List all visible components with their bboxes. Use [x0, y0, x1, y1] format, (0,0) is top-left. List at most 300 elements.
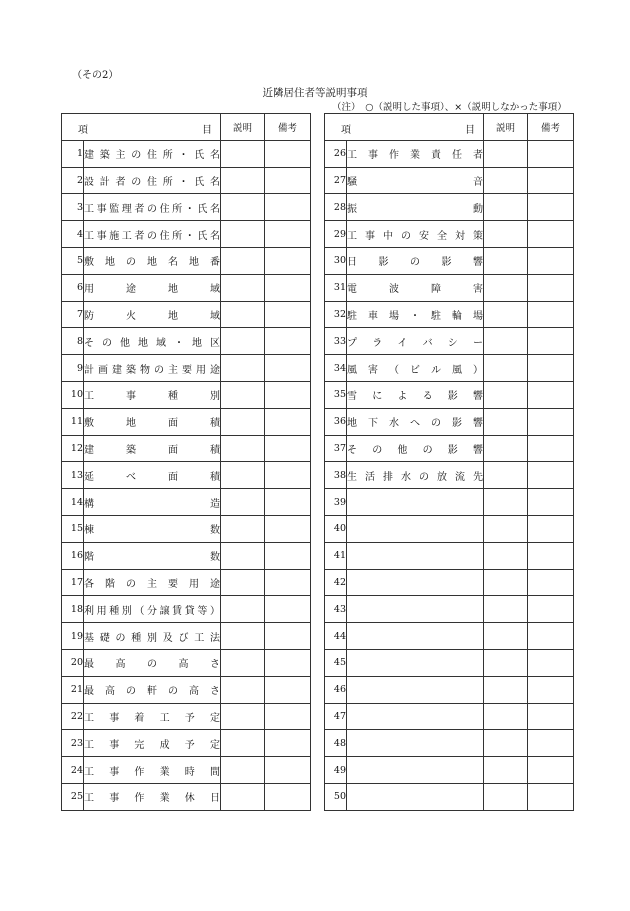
- item-number: 32: [325, 301, 347, 328]
- explained-cell[interactable]: [221, 757, 265, 784]
- remarks-cell[interactable]: [265, 355, 311, 382]
- table-row: [62, 462, 311, 489]
- explained-cell[interactable]: [484, 730, 528, 757]
- header-explained: 説明: [484, 114, 528, 141]
- remarks-cell[interactable]: [265, 462, 311, 489]
- item-name-text: 最 高 の 軒 の 高 さ: [84, 686, 220, 698]
- header-item-char1: 項: [341, 125, 351, 136]
- header-item: [325, 114, 484, 141]
- item-number: 38: [325, 462, 347, 489]
- table-row: [62, 301, 311, 328]
- item-number: 5: [62, 247, 84, 274]
- header-item: [62, 114, 221, 141]
- item-name-text: 生 活 排 水 の 放 流 先: [347, 471, 483, 483]
- explained-cell[interactable]: [484, 542, 528, 569]
- explained-cell[interactable]: [221, 649, 265, 676]
- explained-cell[interactable]: [221, 247, 265, 274]
- remarks-cell[interactable]: [528, 328, 574, 355]
- item-name: [84, 783, 221, 810]
- explained-cell[interactable]: [221, 355, 265, 382]
- table-header-row: [62, 114, 311, 141]
- item-name: [347, 435, 484, 462]
- table-row: [325, 596, 574, 623]
- explained-cell[interactable]: [484, 301, 528, 328]
- header-explained: 説明: [221, 114, 265, 141]
- item-name: [84, 408, 221, 435]
- remarks-cell[interactable]: [528, 783, 574, 810]
- item-name-text: 計 画 建 築 物 の 主 要 用 途: [84, 364, 220, 376]
- table-row: [62, 542, 311, 569]
- explained-cell[interactable]: [484, 435, 528, 462]
- item-name-text: 工 事 作 業 責 任 者: [347, 150, 483, 162]
- remarks-cell[interactable]: [528, 435, 574, 462]
- table-row: [325, 703, 574, 730]
- item-name: [347, 623, 484, 650]
- item-number: 12: [62, 435, 84, 462]
- explained-cell[interactable]: [221, 408, 265, 435]
- explained-cell[interactable]: [484, 489, 528, 516]
- item-number: 29: [325, 221, 347, 248]
- item-name: [84, 194, 221, 221]
- item-name-text: 騒 音: [347, 176, 483, 188]
- item-name: [347, 730, 484, 757]
- remarks-cell[interactable]: [265, 783, 311, 810]
- item-number: 22: [62, 703, 84, 730]
- table-row: [62, 489, 311, 516]
- explained-cell[interactable]: [484, 167, 528, 194]
- item-name: [347, 489, 484, 516]
- table-row: [62, 596, 311, 623]
- item-number: 27: [325, 167, 347, 194]
- explained-cell[interactable]: [484, 408, 528, 435]
- item-name-text: 工 事 中 の 安 全 対 策: [347, 230, 483, 242]
- item-number: 42: [325, 569, 347, 596]
- table-row: [62, 167, 311, 194]
- header-remarks: 備考: [265, 114, 311, 141]
- explained-cell[interactable]: [221, 167, 265, 194]
- item-name: [84, 623, 221, 650]
- item-name: [347, 649, 484, 676]
- item-name: [84, 596, 221, 623]
- explained-cell[interactable]: [484, 194, 528, 221]
- remarks-cell[interactable]: [528, 408, 574, 435]
- item-number: 43: [325, 596, 347, 623]
- remarks-cell[interactable]: [528, 623, 574, 650]
- item-name: [347, 381, 484, 408]
- table-row: [325, 489, 574, 516]
- remarks-cell[interactable]: [528, 515, 574, 542]
- table-row: [325, 328, 574, 355]
- item-number: 39: [325, 489, 347, 516]
- item-name: [84, 140, 221, 167]
- explained-cell[interactable]: [221, 435, 265, 462]
- remarks-cell[interactable]: [265, 569, 311, 596]
- table-row: [62, 757, 311, 784]
- explained-cell[interactable]: [221, 489, 265, 516]
- remarks-cell[interactable]: [528, 381, 574, 408]
- document-title: 近隣居住者等説明事項: [262, 87, 368, 99]
- remarks-cell[interactable]: [265, 676, 311, 703]
- item-number: 9: [62, 355, 84, 382]
- item-name-text: 敷 地 面 積: [84, 418, 220, 430]
- explained-cell[interactable]: [221, 194, 265, 221]
- remarks-cell[interactable]: [265, 489, 311, 516]
- item-number: 15: [62, 515, 84, 542]
- item-number: 25: [62, 783, 84, 810]
- table-row: [325, 542, 574, 569]
- item-number: 35: [325, 381, 347, 408]
- item-number: 46: [325, 676, 347, 703]
- item-name: [84, 274, 221, 301]
- table-row: [62, 783, 311, 810]
- explained-cell[interactable]: [484, 703, 528, 730]
- header-item-char2: 目: [465, 125, 475, 136]
- item-number: 44: [325, 623, 347, 650]
- explained-cell[interactable]: [484, 221, 528, 248]
- remarks-cell[interactable]: [528, 676, 574, 703]
- explained-cell[interactable]: [221, 676, 265, 703]
- item-name-text: 工 事 監 理 者 の 住 所 ・ 氏 名: [84, 203, 220, 215]
- header-item-char1: 項: [78, 125, 88, 136]
- item-number: 34: [325, 355, 347, 382]
- remarks-cell[interactable]: [265, 730, 311, 757]
- item-name-text: 工 事 作 業 時 間: [84, 766, 220, 778]
- item-number: 13: [62, 462, 84, 489]
- table-row: [62, 435, 311, 462]
- left-items-table: [61, 113, 311, 811]
- item-number: 31: [325, 274, 347, 301]
- explained-cell[interactable]: [484, 381, 528, 408]
- table-row: [62, 515, 311, 542]
- item-number: 33: [325, 328, 347, 355]
- table-row: [325, 515, 574, 542]
- item-name: [84, 569, 221, 596]
- item-number: 11: [62, 408, 84, 435]
- table-row: [62, 649, 311, 676]
- table-row: [62, 194, 311, 221]
- item-name-text: 工 事 完 成 予 定: [84, 739, 220, 751]
- remarks-cell[interactable]: [528, 489, 574, 516]
- explained-cell[interactable]: [221, 542, 265, 569]
- remarks-cell[interactable]: [528, 140, 574, 167]
- table-row: [62, 408, 311, 435]
- item-name-text: 雪 に よ る 影 響: [347, 391, 483, 403]
- explained-cell[interactable]: [221, 274, 265, 301]
- table-row: [325, 221, 574, 248]
- table-row: [325, 274, 574, 301]
- explained-cell[interactable]: [221, 569, 265, 596]
- remarks-cell[interactable]: [265, 301, 311, 328]
- item-number: 50: [325, 783, 347, 810]
- explained-cell[interactable]: [221, 328, 265, 355]
- item-name-text: そ の 他 の 影 響: [347, 444, 483, 456]
- explained-cell[interactable]: [484, 515, 528, 542]
- item-name-text: 敷 地 の 地 名 地 番: [84, 257, 220, 269]
- table-row: [325, 167, 574, 194]
- item-name-text: 建 築 面 積: [84, 444, 220, 456]
- item-name-text: 風 害 （ ビ ル 風 ）: [347, 364, 483, 376]
- item-name-text: 日 影 の 影 響: [347, 257, 483, 269]
- table-row: [62, 247, 311, 274]
- item-name: [347, 757, 484, 784]
- remarks-cell[interactable]: [265, 274, 311, 301]
- item-number: 47: [325, 703, 347, 730]
- item-number: 3: [62, 194, 84, 221]
- item-name: [347, 596, 484, 623]
- item-name: [84, 515, 221, 542]
- item-name-text: 電 波 障 害: [347, 284, 483, 296]
- explained-cell[interactable]: [484, 676, 528, 703]
- remarks-cell[interactable]: [528, 301, 574, 328]
- item-name-text: 延 べ 面 積: [84, 471, 220, 483]
- item-name-text: プ ラ イ バ シ ー: [347, 337, 483, 349]
- item-name: [84, 462, 221, 489]
- item-number: 2: [62, 167, 84, 194]
- item-number: 20: [62, 649, 84, 676]
- item-name: [84, 221, 221, 248]
- remarks-cell[interactable]: [528, 274, 574, 301]
- table-row: [325, 757, 574, 784]
- explained-cell[interactable]: [221, 783, 265, 810]
- table-row: [62, 328, 311, 355]
- item-number: 41: [325, 542, 347, 569]
- table-row: [325, 140, 574, 167]
- remarks-cell[interactable]: [265, 247, 311, 274]
- remarks-cell[interactable]: [528, 596, 574, 623]
- item-name: [347, 301, 484, 328]
- item-name: [347, 247, 484, 274]
- item-name: [347, 462, 484, 489]
- item-number: 26: [325, 140, 347, 167]
- explained-cell[interactable]: [221, 596, 265, 623]
- item-name: [84, 757, 221, 784]
- remarks-cell[interactable]: [265, 542, 311, 569]
- remarks-cell[interactable]: [265, 703, 311, 730]
- remarks-cell[interactable]: [265, 140, 311, 167]
- item-number: 4: [62, 221, 84, 248]
- item-name-text: 利 用 種 別 （ 分 譲 賃 貸 等 ）: [84, 605, 220, 617]
- item-name-text: 工 事 施 工 者 の 住 所 ・ 氏 名: [84, 230, 220, 242]
- remarks-cell[interactable]: [265, 757, 311, 784]
- remarks-cell[interactable]: [265, 435, 311, 462]
- item-number: 18: [62, 596, 84, 623]
- table-row: [62, 623, 311, 650]
- remarks-cell[interactable]: [265, 381, 311, 408]
- remarks-cell[interactable]: [528, 462, 574, 489]
- explained-cell[interactable]: [484, 596, 528, 623]
- item-number: 28: [325, 194, 347, 221]
- explained-cell[interactable]: [484, 140, 528, 167]
- item-name-text: 棟 数: [84, 525, 220, 537]
- item-name-text: 工 事 種 別: [84, 391, 220, 403]
- item-name-text: 工 事 作 業 休 日: [84, 793, 220, 805]
- explained-cell[interactable]: [221, 301, 265, 328]
- table-row: [325, 435, 574, 462]
- item-name: [347, 140, 484, 167]
- table-row: [62, 381, 311, 408]
- item-name-text: 各 階 の 主 要 用 途: [84, 578, 220, 590]
- explained-cell[interactable]: [484, 355, 528, 382]
- remarks-cell[interactable]: [265, 623, 311, 650]
- remarks-cell[interactable]: [528, 194, 574, 221]
- remarks-cell[interactable]: [265, 515, 311, 542]
- explained-cell[interactable]: [221, 462, 265, 489]
- item-name: [84, 301, 221, 328]
- table-row: [62, 730, 311, 757]
- item-number: 10: [62, 381, 84, 408]
- item-name-text: 地 下 水 へ の 影 響: [347, 418, 483, 430]
- item-name: [84, 328, 221, 355]
- table-row: [325, 408, 574, 435]
- item-name-text: そ の 他 地 域 ・ 地 区: [84, 337, 220, 349]
- item-number: 7: [62, 301, 84, 328]
- remarks-cell[interactable]: [528, 569, 574, 596]
- item-name-text: 最 高 の 高 さ: [84, 659, 220, 671]
- item-name-text: 駐 車 場 ・ 駐 輪 場: [347, 310, 483, 322]
- item-number: 6: [62, 274, 84, 301]
- remarks-cell[interactable]: [528, 247, 574, 274]
- right-items-table: [324, 113, 574, 811]
- explained-cell[interactable]: [221, 730, 265, 757]
- remarks-cell[interactable]: [265, 408, 311, 435]
- item-number: 49: [325, 757, 347, 784]
- header-item-char2: 目: [202, 125, 212, 136]
- item-number: 14: [62, 489, 84, 516]
- explained-cell[interactable]: [484, 649, 528, 676]
- item-number: 36: [325, 408, 347, 435]
- explained-cell[interactable]: [484, 462, 528, 489]
- item-name-text: 建 築 主 の 住 所 ・ 氏 名: [84, 150, 220, 162]
- remarks-cell[interactable]: [265, 221, 311, 248]
- explained-cell[interactable]: [484, 783, 528, 810]
- item-number: 23: [62, 730, 84, 757]
- item-name: [84, 649, 221, 676]
- table-row: [62, 274, 311, 301]
- item-name: [84, 355, 221, 382]
- remarks-cell[interactable]: [528, 703, 574, 730]
- item-name: [347, 703, 484, 730]
- item-name-text: 用 途 地 域: [84, 284, 220, 296]
- item-number: 45: [325, 649, 347, 676]
- item-name: [347, 167, 484, 194]
- part-label: （その2）: [72, 70, 119, 81]
- item-name-text: 構 造: [84, 498, 220, 510]
- item-number: 1: [62, 140, 84, 167]
- explained-cell[interactable]: [221, 703, 265, 730]
- remarks-cell[interactable]: [265, 194, 311, 221]
- table-row: [62, 676, 311, 703]
- explained-cell[interactable]: [221, 140, 265, 167]
- table-row: [325, 247, 574, 274]
- item-name: [84, 489, 221, 516]
- table-row: [325, 783, 574, 810]
- header-remarks: 備考: [528, 114, 574, 141]
- table-row: [325, 194, 574, 221]
- remarks-cell[interactable]: [528, 167, 574, 194]
- item-name: [347, 408, 484, 435]
- legend-note: （注） ○（説明した事項）、×（説明しなかった事項）: [332, 102, 567, 113]
- table-row: [325, 730, 574, 757]
- remarks-cell[interactable]: [528, 542, 574, 569]
- explained-cell[interactable]: [221, 221, 265, 248]
- item-name: [84, 676, 221, 703]
- remarks-cell[interactable]: [265, 167, 311, 194]
- remarks-cell[interactable]: [528, 355, 574, 382]
- remarks-cell[interactable]: [528, 757, 574, 784]
- item-name-text: 防 火 地 域: [84, 310, 220, 322]
- explained-cell[interactable]: [484, 623, 528, 650]
- table-row: [325, 623, 574, 650]
- item-name: [347, 515, 484, 542]
- explained-cell[interactable]: [484, 757, 528, 784]
- table-row: [62, 569, 311, 596]
- table-row: [62, 703, 311, 730]
- item-number: 24: [62, 757, 84, 784]
- remarks-cell[interactable]: [265, 328, 311, 355]
- item-number: 30: [325, 247, 347, 274]
- remarks-cell[interactable]: [528, 649, 574, 676]
- explained-cell[interactable]: [221, 623, 265, 650]
- table-row: [62, 355, 311, 382]
- item-number: 37: [325, 435, 347, 462]
- table-row: [325, 569, 574, 596]
- table-row: [325, 462, 574, 489]
- item-name: [84, 730, 221, 757]
- item-name: [84, 381, 221, 408]
- item-number: 19: [62, 623, 84, 650]
- explained-cell[interactable]: [221, 515, 265, 542]
- remarks-cell[interactable]: [528, 730, 574, 757]
- item-name-text: 設 計 者 の 住 所 ・ 氏 名: [84, 176, 220, 188]
- item-name: [347, 676, 484, 703]
- item-name: [84, 435, 221, 462]
- table-row: [325, 301, 574, 328]
- item-name: [84, 247, 221, 274]
- item-name-text: 基 礎 の 種 別 及 び 工 法: [84, 632, 220, 644]
- item-number: 17: [62, 569, 84, 596]
- remarks-cell[interactable]: [265, 596, 311, 623]
- item-name-text: 工 事 着 工 予 定: [84, 712, 220, 724]
- explained-cell[interactable]: [484, 274, 528, 301]
- table-header-row: [325, 114, 574, 141]
- table-row: [325, 355, 574, 382]
- item-name: [347, 194, 484, 221]
- item-name: [347, 221, 484, 248]
- item-name: [347, 328, 484, 355]
- table-row: [325, 676, 574, 703]
- item-name-text: 振 動: [347, 203, 483, 215]
- item-name: [347, 783, 484, 810]
- item-number: 21: [62, 676, 84, 703]
- table-row: [62, 140, 311, 167]
- remarks-cell[interactable]: [265, 649, 311, 676]
- explained-cell[interactable]: [221, 381, 265, 408]
- item-number: 8: [62, 328, 84, 355]
- item-name: [84, 167, 221, 194]
- item-name: [347, 542, 484, 569]
- item-name: [347, 274, 484, 301]
- item-number: 40: [325, 515, 347, 542]
- explained-cell[interactable]: [484, 247, 528, 274]
- item-name: [84, 703, 221, 730]
- table-row: [325, 381, 574, 408]
- item-name: [347, 569, 484, 596]
- remarks-cell[interactable]: [528, 221, 574, 248]
- item-name: [347, 355, 484, 382]
- explained-cell[interactable]: [484, 569, 528, 596]
- item-number: 48: [325, 730, 347, 757]
- explained-cell[interactable]: [484, 328, 528, 355]
